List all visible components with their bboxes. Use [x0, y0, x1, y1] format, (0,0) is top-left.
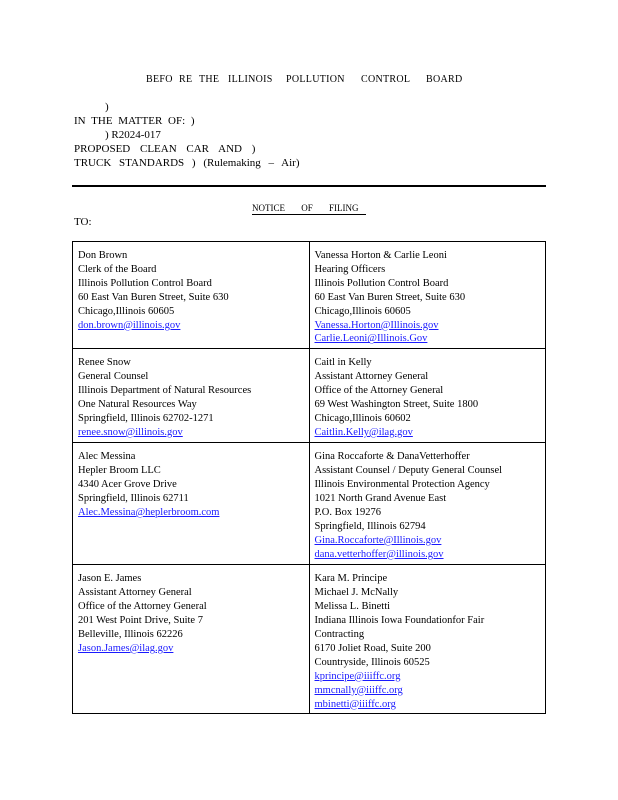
email-link[interactable]: don.brown@illinois.gov — [78, 319, 181, 331]
email-link[interactable]: Alec.Messina@heplerbroom.com — [78, 506, 220, 518]
table-row — [73, 349, 546, 443]
heading-word: RE — [179, 74, 193, 85]
recipient-line: Jason E. James — [78, 573, 142, 585]
caption-line: PROPOSED CLEAN CAR AND ) — [74, 143, 256, 155]
recipient-line: 60 East Van Buren Street, Suite 630 — [78, 291, 229, 303]
recipient-line: Hepler Broom LLC — [78, 465, 161, 477]
caption-line: ) R2024-017 — [105, 129, 161, 141]
recipient-line: Office of the Attorney General — [78, 601, 207, 613]
recipient-line: Caitl in Kelly — [314, 357, 372, 369]
recipient-line: Melissa L. Binetti — [314, 601, 391, 613]
recipient-line: Don Brown — [78, 250, 128, 261]
recipient-line: 4340 Acer Grove Drive — [78, 479, 177, 491]
email-link[interactable]: renee.snow@illinois.gov — [78, 426, 183, 438]
recipient-line: Assistant Attorney General — [314, 371, 429, 383]
recipient-line: 60 East Van Buren Street, Suite 630 — [314, 291, 466, 303]
recipient-line: Chicago,Illinois 60602 — [314, 412, 411, 424]
recipient-line: Springfield, Illinois 62702-1271 — [78, 412, 214, 424]
heading-word: BEFO — [146, 74, 173, 85]
recipient-line: Hearing Officers — [314, 263, 386, 275]
recipient-line: Assistant Counsel / Deputy General Counsel — [314, 465, 503, 477]
recipient-line: P.O. Box 19276 — [314, 506, 382, 518]
recipient-line: Alec Messina — [78, 451, 136, 463]
table-row — [73, 443, 546, 565]
recipient-cell — [309, 242, 546, 349]
email-link[interactable]: Vanessa.Horton@Illinois.gov — [314, 319, 439, 331]
recipient-line: 6170 Joliet Road, Suite 200 — [314, 642, 431, 654]
recipient-cell — [73, 565, 310, 714]
recipient-line: Assistant Attorney General — [78, 587, 192, 599]
notice-title: NOTICE OF FILING — [252, 203, 366, 215]
recipient-line: Indiana Illinois Iowa Foundationfor Fair — [314, 615, 485, 627]
recipient-line: Illinois Pollution Control Board — [314, 277, 449, 289]
recipient-line: Michael J. McNally — [314, 587, 399, 599]
recipient-line: Chicago,Illinois 60605 — [78, 305, 175, 317]
heading-word: CONTROL — [361, 74, 411, 85]
to-label: TO: — [74, 216, 92, 228]
recipient-cell — [73, 242, 310, 349]
recipient-line: Illinois Department of Natural Resources — [78, 385, 252, 397]
recipient-line: One Natural Resources Way — [78, 399, 197, 411]
recipient-line: Renee Snow — [78, 357, 131, 369]
service-list-table — [72, 241, 546, 714]
recipient-line: Countryside, Illinois 60525 — [314, 656, 430, 668]
heading-word: ILLINOIS — [228, 74, 273, 85]
recipient-line: General Counsel — [78, 371, 149, 383]
recipient-cell — [73, 349, 310, 443]
heading-word: BOARD — [426, 74, 463, 85]
recipient-line: Illinois Environmental Protection Agency — [314, 479, 490, 491]
recipient-cell — [309, 443, 546, 565]
recipient-line: Belleville, Illinois 62226 — [78, 628, 183, 640]
recipient-line: 1021 North Grand Avenue East — [314, 493, 447, 505]
email-link[interactable]: dana.vetterhoffer@illinois.gov — [314, 548, 444, 560]
recipient-line: Springfield, Illinois 62794 — [314, 520, 426, 532]
recipient-line: Vanessa Horton & Carlie Leoni — [314, 250, 447, 261]
table-row — [73, 565, 546, 714]
recipient-line: Contracting — [314, 628, 365, 640]
email-link[interactable]: Jason.James@ilag.gov — [78, 642, 174, 654]
recipient-line: Clerk of the Board — [78, 263, 157, 275]
heading-word: POLLUTION — [286, 74, 345, 85]
email-link[interactable]: Gina.Roccaforte@Illinois.gov — [314, 534, 442, 546]
recipient-line: Chicago,Illinois 60605 — [314, 305, 411, 317]
caption-line: ) — [105, 101, 109, 113]
recipient-line: Kara M. Principe — [314, 573, 388, 585]
heading-word: THE — [199, 74, 220, 85]
recipient-line: Springfield, Illinois 62711 — [78, 493, 189, 505]
recipient-line: Gina Roccaforte & DanaVetterhoffer — [314, 451, 470, 463]
email-link[interactable]: mmcnally@iiiffc.org — [314, 684, 403, 696]
recipient-line: Office of the Attorney General — [314, 385, 444, 397]
recipient-cell — [73, 443, 310, 565]
caption-divider — [72, 185, 546, 187]
caption-line: IN THE MATTER OF: ) — [74, 115, 195, 127]
recipient-cell — [309, 565, 546, 714]
caption-line: TRUCK STANDARDS ) (Rulemaking – Air) — [74, 157, 300, 169]
recipient-line: 201 West Point Drive, Suite 7 — [78, 615, 203, 627]
email-link[interactable]: Carlie.Leoni@Illinois.Gov — [314, 333, 428, 345]
email-link[interactable]: kprincipe@iiiffc.org — [314, 670, 401, 682]
email-link[interactable]: Caitlin.Kelly@ilag.gov — [314, 426, 413, 438]
recipient-cell — [309, 349, 546, 443]
recipient-line: 69 West Washington Street, Suite 1800 — [314, 399, 479, 411]
table-row — [73, 242, 546, 349]
recipient-line: Illinois Pollution Control Board — [78, 277, 212, 289]
email-link[interactable]: mbinetti@iiiffc.org — [314, 698, 396, 710]
